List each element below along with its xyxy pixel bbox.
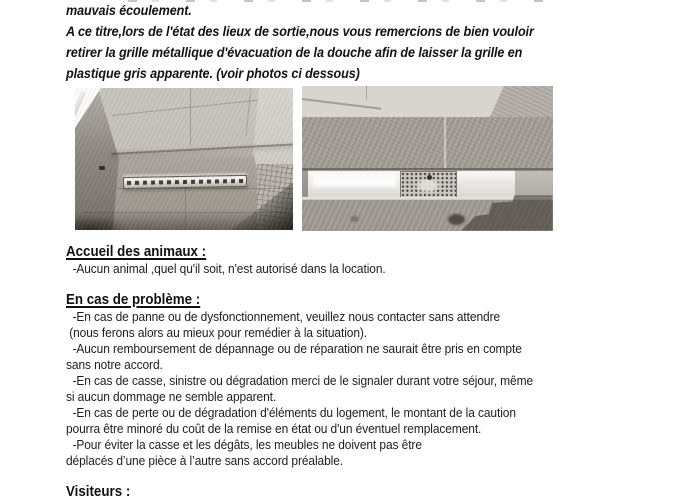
text-line: si aucun dommage ne semble apparent. bbox=[66, 389, 277, 404]
section-visitors bbox=[66, 484, 136, 500]
photo-drain-channel-closeup bbox=[302, 86, 553, 231]
square-drain-grate bbox=[400, 171, 457, 199]
grate-center-highlight bbox=[415, 178, 441, 193]
channel-highlight bbox=[312, 175, 397, 187]
tile-grout-line bbox=[444, 117, 446, 168]
text-line: retirer la grille métallique d'évacuation de la douche afin de laisser la grille en bbox=[66, 44, 523, 60]
grate-center-hole bbox=[427, 175, 432, 180]
text-line: sans notre accord. bbox=[66, 357, 163, 372]
section-heading-visitors: Visiteurs : bbox=[66, 484, 131, 500]
text-line: -En cas de casse, sinistre ou dégradation merci de le signaler durant votre séjour, même bbox=[66, 373, 534, 388]
text-line: déplacés d’une pièce à l’autre sans accord préalable. bbox=[66, 453, 344, 468]
section-problems bbox=[66, 292, 574, 469]
section-heading-problems: En cas de problème : bbox=[66, 292, 201, 308]
floor-spot bbox=[350, 216, 359, 222]
text-line: plastique gris apparente. (voir photos ci dessous) bbox=[66, 65, 360, 81]
floor-stain bbox=[448, 214, 465, 225]
text-line: -Pour éviter la casse et les dégâts, les meubles ne doivent pas être bbox=[66, 437, 422, 452]
intro-paragraph bbox=[66, 0, 586, 84]
channel-shadow bbox=[515, 170, 553, 197]
tile-grout-line bbox=[366, 86, 367, 100]
text-line: -En cas de perte ou de dégradation d'éléments du logement, le montant de la caution bbox=[66, 405, 516, 420]
text-line: -En cas de panne ou de dysfonctionnement, veuillez nous contacter sans attendre bbox=[66, 309, 501, 324]
channel-end-shadow bbox=[302, 170, 308, 197]
text-line: pourra être minoré du coût de la remise en état ou d'un éventuel remplacement. bbox=[66, 421, 482, 436]
text-line: -Aucun remboursement de dépannage ou de réparation ne saurait être pris en compte bbox=[66, 341, 522, 356]
text-line: A ce titre,lors de l'état des lieux de sortie,nous vous remercions de bien vouloir bbox=[66, 23, 534, 39]
text-line: -Aucun animal ,quel qu'il soit, n'est autorisé dans la location. bbox=[66, 261, 386, 276]
textured-tile-band bbox=[302, 117, 553, 170]
text-line: mauvais écoulement. bbox=[66, 2, 192, 18]
text-line: (nous ferons alors au mieux pour remédier à la situation). bbox=[66, 325, 368, 340]
photo-shower-linear-drain bbox=[75, 88, 293, 230]
section-animals bbox=[66, 244, 413, 277]
photo-texture-overlay bbox=[75, 88, 293, 230]
section-heading-animals: Accueil des animaux : bbox=[66, 244, 207, 260]
